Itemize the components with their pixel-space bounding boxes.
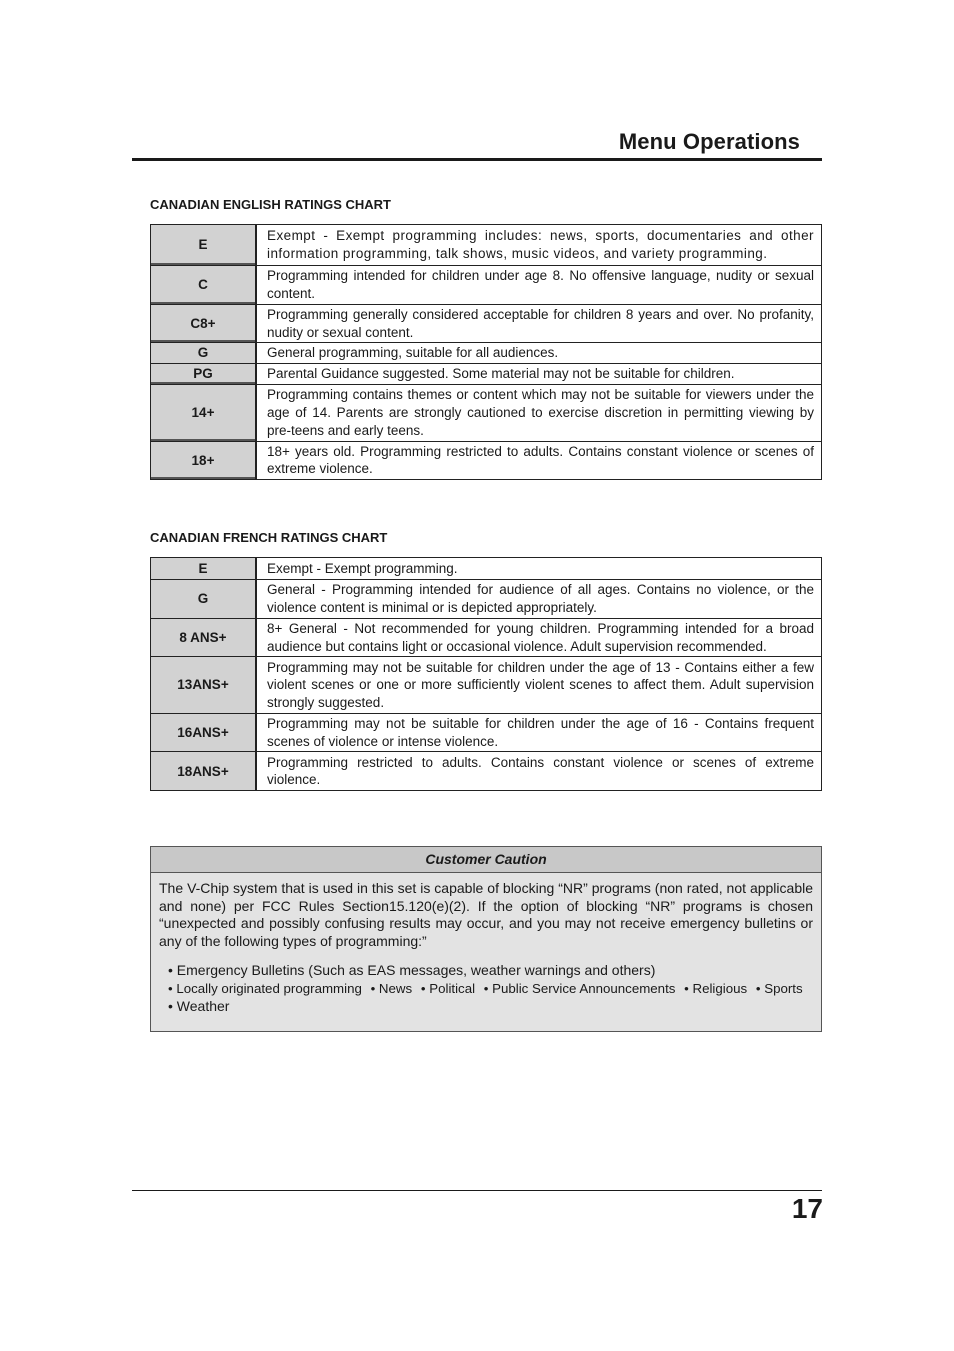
table-row [151,305,822,343]
caution-list [151,950,821,1015]
rating-description: 18+ years old. Programming restricted to adults. Contains constant violence or scenes of extreme violence. [256,441,822,479]
list-item: • Religious [684,980,748,996]
rating-code: E [151,225,257,266]
rating-description: Exempt - Exempt programming. [256,558,822,580]
list-item: • Public Service Announcements [483,980,676,996]
table-row [151,752,822,791]
rating-code: 16ANS+ [151,714,257,752]
footer-divider [132,1190,822,1191]
rating-code: 18+ [151,441,257,479]
list-item: • Political [420,980,476,996]
table-row [151,266,822,305]
table-row [151,619,822,657]
caution-list-row [168,980,821,998]
header-divider [132,158,822,161]
table-row [151,364,822,385]
list-item: • Locally originated programming [168,980,362,996]
caution-title: Customer Caution [151,847,821,873]
rating-description: Programming generally considered acceptable for children 8 years and over. No profanity, nudity or sexual content. [256,305,822,343]
table-row [151,384,822,441]
english-ratings-table [150,224,822,480]
rating-description: 8+ General - Not recommended for young children. Programming intended for a broad audience but contains light or occasional violence. Adult supervision recommended. [256,619,822,657]
french-chart-heading: CANADIAN FRENCH RATINGS CHART [150,530,388,545]
rating-code: 13ANS+ [151,657,257,714]
rating-description: General - Programming intended for audience of all ages. Contains no violence, or the violence content is minimal or is depicted appropriately. [256,580,822,619]
table-row [151,714,822,752]
rating-code: 18ANS+ [151,752,257,791]
table-row [151,441,822,479]
rating-code: E [151,558,257,580]
customer-caution-box [150,846,822,1032]
rating-description: Exempt - Exempt programming includes: news, sports, documentaries and other information programming, talk shows, music videos, and variety programming. [256,225,822,266]
rating-code: 14+ [151,384,257,441]
table-row [151,558,822,580]
rating-description: Programming intended for children under age 8. No offensive language, nudity or sexual content. [256,266,822,305]
rating-code: G [151,343,257,364]
list-item: • News [370,980,413,996]
list-item: • Emergency Bulletins (Such as EAS messages, weather warnings and others) [168,962,656,979]
rating-description: General programming, suitable for all audiences. [256,343,822,364]
rating-code: C [151,266,257,305]
page-title: Menu Operations [618,129,800,154]
list-item: • Sports [755,980,803,996]
rating-code: C8+ [151,305,257,343]
table-row [151,343,822,364]
table-row [151,580,822,619]
list-item: • Weather [168,997,230,1014]
rating-code: 8 ANS+ [151,619,257,657]
rating-code: G [151,580,257,619]
page-number: 17 [791,1193,823,1224]
table-row [151,657,822,714]
rating-code: PG [151,364,257,385]
rating-description: Programming contains themes or content which may not be suitable for viewers under the age of 14. Parents are strongly cautioned to exercise discretion in permitting viewing by pre-teens and early teens. [256,384,822,441]
rating-description: Programming may not be suitable for children under the age of 16 - Contains frequent scenes of violence or intense violence. [256,714,822,752]
caution-body: The V-Chip system that is used in this set is capable of blocking “NR” programs (non rated, not applicable and none) per FCC Rules Section15.120(e)(2). If the option of blocking “NR” programs is chosen “unexpected and possibly confusing results may occur, and you may not receive emergency bulletins or any of the following types of programming:” [159,880,813,949]
english-chart-heading: CANADIAN ENGLISH RATINGS CHART [150,197,391,212]
french-ratings-table [150,557,822,791]
rating-description: Parental Guidance suggested. Some material may not be suitable for children. [256,364,822,385]
rating-description: Programming may not be suitable for children under the age of 13 - Contains either a few violent scenes or one or more sufficiently violent scenes to affect them. Adult supervision strongly suggested. [256,657,822,714]
table-row [151,225,822,266]
rating-description: Programming restricted to adults. Contains constant violence or scenes of extreme violence. [256,752,822,791]
